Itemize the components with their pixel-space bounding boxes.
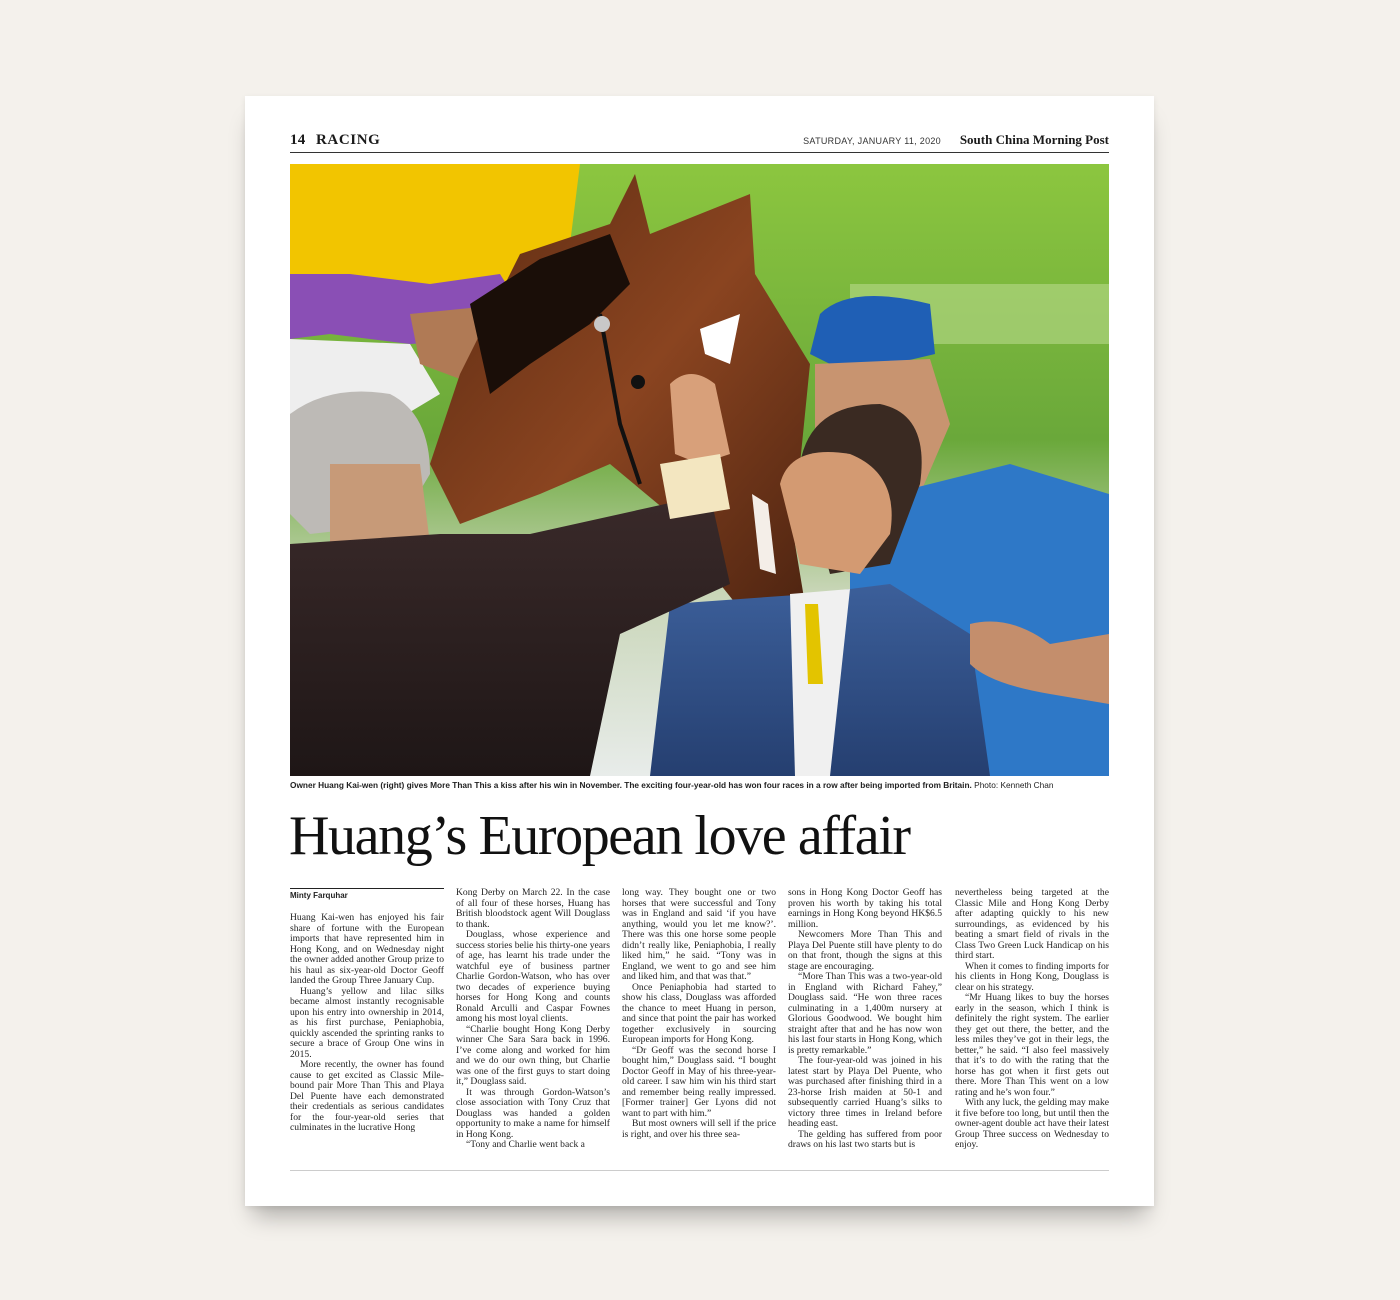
paragraph: “Charlie bought Hong Kong Derby winner Che Sara Sara back in 1996. I’ve come along and worked for him and we do our own thing, but Charlie was one of the first guys to start doing it,” Douglass said.: [456, 1023, 610, 1087]
byline: Minty Farquhar: [290, 888, 444, 903]
photo-credit: Photo: Kenneth Chan: [974, 780, 1054, 790]
article-headline: Huang’s European love affair: [289, 805, 910, 867]
column-3: [622, 888, 776, 1166]
paragraph: “Mr Huang likes to buy the horses early in the season, which I think is definitely the right system. The earlier they get out there, the better, and the less miles they’ve got in their legs, the better,” he said. “I also feel massively that it’s to do with the rating that the horse has got when it first gets out there. More Than This went on a low rating and he’s won four.”: [955, 992, 1109, 1098]
paragraph: Huang Kai-wen has enjoyed his fair share of fortune with the European imports that have represented him in Hong Kong, and on Wednesday night the owner added another Group prize to his haul as six-year-old Doctor Geoff landed the Group Three January Cup.: [290, 912, 444, 986]
paragraph: With any luck, the gelding may make it five before too long, but until then the owner-agent double act have their latest Group Three success on Wednesday to enjoy.: [955, 1097, 1109, 1150]
paragraph: More recently, the owner has found cause to get excited as Classic Mile-bound pair More Than This and Playa Del Puente have each demonstrated their credentials as serious candidates for the four-year-old series that culminates in the lucrative Hong: [290, 1059, 444, 1133]
racing-photo-illustration: [290, 164, 1109, 776]
paragraph: The gelding has suffered from poor draws on his last two starts but is: [788, 1128, 942, 1150]
photo-caption: [290, 780, 1109, 790]
paragraph: Kong Derby on March 22. In the case of all four of these horses, Huang has British bloodstock agent Will Douglass to thank.: [456, 888, 610, 930]
page-number: 14: [290, 132, 306, 148]
column-1: [290, 888, 444, 1166]
page-header: [290, 132, 1109, 153]
paragraph: The four-year-old was joined in his latest start by Playa Del Puente, who was purchased after finishing third in a 23-horse Irish maiden at 50-1 and subsequently carried Huang’s silks to victory three times in Ireland before heading east.: [788, 1055, 942, 1129]
publication-date: SATURDAY, JANUARY 11, 2020: [803, 136, 941, 146]
newspaper-page: [245, 96, 1154, 1206]
paragraph: Newcomers More Than This and Playa Del Puente still have plenty to do on that front, though the signs at this stage are encouraging.: [788, 929, 942, 972]
paragraph: It was through Gordon-Watson’s close association with Tony Cruz that Douglass was handed a golden opportunity to make a name for himself in Hong Kong.: [456, 1086, 610, 1140]
caption-text: Owner Huang Kai-wen (right) gives More Than This a kiss after his win in November. The exciting four-year-old has won four races in a row after being imported from Britain.: [290, 780, 972, 790]
article-body: [290, 888, 1109, 1168]
paragraph: Huang’s yellow and lilac silks became almost instantly recognisable upon his entry into ownership in 2014, as his first purchase, Peniaphobia, quickly ascended the sprinting ranks to secure a brace of Group One wins in 2015.: [290, 985, 444, 1060]
section-title: RACING: [316, 132, 381, 148]
paragraph: “Dr Geoff was the second horse I bought him,” Douglass said. “I bought Doctor Geoff in May of his three-year-old career. I saw him win his third start and remember being really impressed. [Former trainer] Ger Lyons did not want to part with him.”: [622, 1044, 776, 1119]
paragraph: nevertheless being targeted at the Classic Mile and Hong Kong Derby after adapting quickly to his new surroundings, as evidenced by his beating a smart field of rivals in the Class Two Green Luck Handicap on his third start.: [955, 888, 1109, 961]
paragraph: “Tony and Charlie went back a: [466, 1139, 585, 1150]
paragraph: When it comes to finding imports for his clients in Hong Kong, Douglass is clear on his strategy.: [955, 960, 1109, 993]
paragraph: But most owners will sell if the price is right, and over his three sea-: [622, 1118, 776, 1140]
column-4: [788, 888, 942, 1166]
paragraph: “More Than This was a two-year-old in England with Richard Fahey,” Douglass said. “He won three races culminating in a 1,400m nursery at Glorious Goodwood. We bought him straight after that and he has now won his last four starts in Hong Kong, which is pretty remarkable.”: [788, 971, 942, 1056]
paragraph: Once Peniaphobia had started to show his class, Douglass was afforded the chance to meet Huang in person, and since that point the pair has worked together exclusively in sourcing European imports for Hong Kong.: [622, 981, 776, 1045]
column-2: [456, 888, 610, 1166]
masthead: South China Morning Post: [959, 132, 1109, 147]
paragraph: long way. They bought one or two horses that were successful and Tony was in England and said ‘if you have anything, would you let me know?’. There was this one horse some people didn’t really like, Peniaphobia, I really liked him,” he said. “Tony was in England, we went to go and see him and liked him, and that was that.”: [622, 888, 776, 982]
paragraph: Douglass, whose experience and success stories belie his thirty-one years of age, has learnt his trade under the watchful eye of business partner Charlie Gordon-Watson, who has over two decades of experience buying horses for Hong Kong and counts Ronald Arculli and Caspar Fownes among his most loyal clients.: [456, 929, 610, 1024]
lead-photo: [290, 164, 1109, 776]
bottom-rule: [290, 1170, 1109, 1171]
paragraph: sons in Hong Kong Doctor Geoff has proven his worth by taking his total earnings in Hong Kong beyond HK$6.5 million.: [788, 888, 942, 930]
column-5: [955, 888, 1109, 1166]
